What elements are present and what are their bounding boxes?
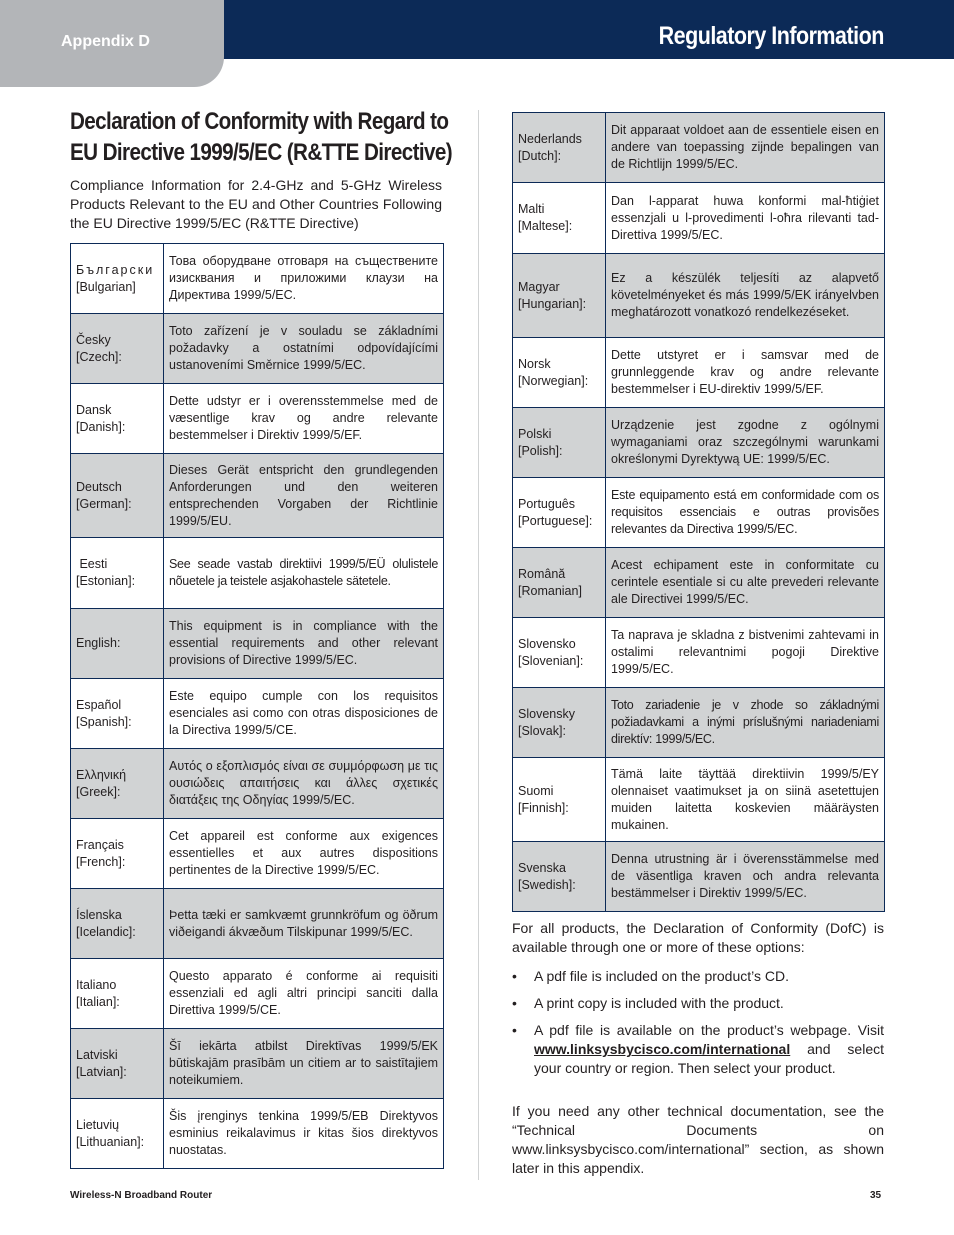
language-code: [Latvian]: bbox=[76, 1064, 127, 1079]
table-row bbox=[71, 609, 444, 679]
table-row bbox=[71, 384, 444, 454]
language-code: [Hungarian]: bbox=[518, 296, 587, 311]
declaration-text: Tämä laite täyttää direktiivin 1999/5/EY olennaiset vaatimukset ja on siinä asetettujen muiden laitetta koskevien määräysten mukainen. bbox=[606, 758, 885, 842]
bullet-icon: • bbox=[512, 995, 517, 1011]
table-row bbox=[71, 314, 444, 384]
language-code: [Danish]: bbox=[76, 419, 126, 434]
list-item bbox=[512, 994, 884, 1013]
table-row bbox=[513, 758, 885, 842]
declaration-text: Ez a készülék teljesíti az alapvető követelményeket és más 1999/5/EK irányelvben meghatározott vonatkozó rendelkezéseket. bbox=[606, 254, 885, 338]
table-row bbox=[71, 819, 444, 889]
section-heading-line-2: EU Directive 1999/5/EC (R&TTE Directive) bbox=[70, 139, 453, 166]
declaration-text: Šis įrenginys tenkina 1999/5/EB Direktyvos esminius reikalavimus ir kitas šios direktyvos nuostatas. bbox=[164, 1099, 444, 1169]
table-row bbox=[71, 1029, 444, 1099]
language-code: [Spanish]: bbox=[76, 714, 132, 729]
language-code: [Polish]: bbox=[518, 443, 563, 458]
language-code: [Finnish]: bbox=[518, 800, 569, 815]
language-name: Български bbox=[76, 262, 155, 277]
language-code: [Lithuanian]: bbox=[76, 1134, 145, 1149]
language-code: [Slovak]: bbox=[518, 723, 566, 738]
table-row bbox=[71, 959, 444, 1029]
section-heading-line-1: Declaration of Conformity with Regard to bbox=[70, 108, 449, 135]
language-name: Română bbox=[518, 566, 566, 581]
table-row bbox=[71, 679, 444, 749]
language-code: [Romanian] bbox=[518, 583, 582, 598]
language-name: Português bbox=[518, 496, 575, 511]
language-name: Polski bbox=[518, 426, 552, 441]
declaration-text: Šī iekārta atbilst Direktīvas 1999/5/EK būtiskajām prasībām un citiem ar to saistītajiem noteikumiem. bbox=[164, 1029, 444, 1099]
language-name: Svenska bbox=[518, 860, 566, 875]
list-item-text: A pdf file is available on the product’s webpage. Visit bbox=[534, 1022, 884, 1038]
table-row bbox=[513, 548, 885, 618]
table-row bbox=[513, 408, 885, 478]
language-code: [Portuguese]: bbox=[518, 513, 593, 528]
language-name: Česky bbox=[76, 332, 111, 347]
language-name: Malti bbox=[518, 202, 545, 216]
language-name: Slovensko bbox=[518, 636, 576, 651]
language-code: [Norwegian]: bbox=[518, 373, 589, 388]
declaration-text: Þetta tæki er samkvæmt grunnkröfum og öðrum viðeigandi ákvæðum Tilskipunar 1999/5/EC. bbox=[164, 889, 444, 959]
language-code: [German]: bbox=[76, 496, 132, 511]
declaration-text: Ta naprava je skladna z bistvenimi zahtevami in ostalimi relevantnimi pogoji Direktive 1999/5/EC. bbox=[606, 618, 885, 688]
table-row bbox=[71, 538, 444, 609]
intro-paragraph: Compliance Information for 2.4-GHz and 5-GHz Wireless Products Relevant to the EU and Other Countries Following the EU Directive 1999/5/EC (R&TTE Directive) bbox=[70, 177, 442, 231]
table-row bbox=[513, 254, 885, 338]
table-row bbox=[513, 842, 885, 912]
dofc-options-list bbox=[512, 967, 884, 1086]
column-divider bbox=[478, 110, 479, 1180]
table-row bbox=[71, 1099, 444, 1169]
bullet-icon: • bbox=[512, 968, 517, 984]
table-row bbox=[513, 478, 885, 548]
language-name: English: bbox=[76, 636, 121, 650]
list-item-text: A print copy is included with the product. bbox=[534, 995, 784, 1011]
language-code: [Greek]: bbox=[76, 784, 121, 799]
language-name: Français bbox=[76, 837, 124, 852]
declaration-text: Este equipamento está em conformidade com os requisitos essenciais e outras provisões relevantes da Directiva 1999/5/EC. bbox=[606, 478, 885, 548]
table-row bbox=[513, 183, 885, 254]
declaration-text: Este equipo cumple con los requisitos esenciales asi como con otras disposiciones de la Directiva 1999/5/CE. bbox=[164, 679, 444, 749]
language-code: [French]: bbox=[76, 854, 126, 869]
table-row bbox=[71, 749, 444, 819]
language-name: Latviski bbox=[76, 1047, 118, 1062]
declaration-text: Toto zařízení je v souladu se základními požadavky a ostatními odpovídajícími ustanoveními Směrnice 1999/5/EC. bbox=[164, 314, 444, 384]
declaration-text: Αυτός ο εξοπλισμός είναι σε συμμόρφωση με τις ουσιώδεις απαιτήσεις και άλλες σχετικές διατάξεις της Οδηγίας 1999/5/EC. bbox=[164, 749, 444, 819]
declaration-text: Dan l-apparat huwa konformi mal-ħtiġiet essenzjali u l-provedimenti l-oħra rilevanti tad-Direttiva 1999/5/EC. bbox=[606, 183, 885, 254]
language-code: [Maltese]: bbox=[518, 219, 573, 233]
language-name: Español bbox=[76, 697, 122, 712]
closing-paragraph: If you need any other technical documentation, see the “Technical Documents on www.linksysbycisco.com/international” section, as shown later in this appendix. bbox=[512, 1103, 884, 1176]
language-name: Dansk bbox=[76, 402, 112, 417]
dofc-paragraph: For all products, the Declaration of Conformity (DofC) is available through one or more of these options: bbox=[512, 920, 884, 955]
declaration-text: Това оборудване отговаря на съществените изисквания и приложими клаузи на Директива 1999/5/ЕС. bbox=[164, 244, 444, 314]
table-row bbox=[71, 889, 444, 959]
language-name: Italiano bbox=[76, 977, 117, 992]
language-name: Íslenska bbox=[76, 907, 122, 922]
language-code: [Slovenian]: bbox=[518, 653, 584, 668]
declaration-text: Dette udstyr er i overensstemmelse med de væsentlige krav og andre relevante bestemmelser i Direktiv 1999/5/EF. bbox=[164, 384, 444, 454]
language-code: [Italian]: bbox=[76, 994, 120, 1009]
language-name: Slovensky bbox=[518, 706, 575, 721]
table-row bbox=[513, 338, 885, 408]
language-name: Lietuvių bbox=[76, 1117, 120, 1132]
declaration-text: Acest echipament este in conformitate cu cerintele esentiale si cu alte prevederi relevante ale Directivei 1999/5/EC. bbox=[606, 548, 885, 618]
list-item-text: and select your country or region. Then select your product. bbox=[534, 1041, 884, 1076]
list-item bbox=[512, 967, 884, 986]
declaration-text: Dieses Gerät entspricht den grundlegenden Anforderungen und den weiteren entsprechenden Vorgaben der Richtlinie 1999/5/EU. bbox=[164, 454, 444, 538]
table-row bbox=[71, 244, 444, 314]
declaration-text: Urządzenie jest zgodne z ogólnymi wymaganiami oraz szczególnymi warunkami określonymi Dyrektywą UE: 1999/5/EC. bbox=[606, 408, 885, 478]
declaration-text: See seade vastab direktiivi 1999/5/EÜ olulistele nõuetele ja teistele asjakohastele sätetele. bbox=[164, 538, 444, 609]
list-item-text: A pdf file is included on the product’s CD. bbox=[534, 968, 790, 984]
declaration-table-right bbox=[512, 112, 885, 912]
declaration-text: This equipment is in compliance with the essential requirements and other relevant provisions of Directive 1999/5/EC. bbox=[164, 609, 444, 679]
page-title: Regulatory Information bbox=[658, 22, 884, 50]
section-heading bbox=[70, 106, 453, 168]
language-code: [Czech]: bbox=[76, 349, 122, 364]
table-row bbox=[513, 688, 885, 758]
list-item bbox=[512, 1021, 884, 1078]
declaration-text: Questo apparato é conforme ai requisiti essenziali ed agli altri principi sanciti dalla Direttiva 1999/5/CE. bbox=[164, 959, 444, 1029]
language-name: Norsk bbox=[518, 356, 551, 371]
declaration-text: Cet appareil est conforme aux exigences essentielles et aux autres dispositions pertinentes de la Directive 1999/5/EC. bbox=[164, 819, 444, 889]
table-row bbox=[513, 618, 885, 688]
table-row bbox=[513, 113, 885, 183]
declaration-text: Denna utrustning är i överensstämmelse med de väsentliga kraven och andra relevanta bestämmelser i Direktiv 1999/5/EC. bbox=[606, 842, 885, 912]
language-code: [Bulgarian] bbox=[76, 279, 136, 294]
language-name: Nederlands bbox=[518, 131, 582, 146]
table-row bbox=[71, 454, 444, 538]
international-link[interactable]: www.linksysbycisco.com/international bbox=[534, 1041, 791, 1057]
declaration-text: Dette utstyret er i samsvar med de grunnleggende krav og andre relevante bestemmelser i EU-direktiv 1999/5/EF. bbox=[606, 338, 885, 408]
declaration-text: Dit apparaat voldoet aan de essentiele eisen en andere van toepassing zijnde bepalingen van de Richtlijn 1999/5/EC. bbox=[606, 113, 885, 183]
language-code: [Dutch]: bbox=[518, 148, 562, 163]
language-name: Suomi bbox=[518, 783, 554, 798]
language-code: [Estonian]: bbox=[76, 574, 136, 588]
language-name: Eesti bbox=[76, 557, 108, 571]
appendix-label: Appendix D bbox=[61, 33, 150, 50]
language-code: [Icelandic]: bbox=[76, 924, 136, 939]
language-code: [Swedish]: bbox=[518, 877, 576, 892]
declaration-table-left bbox=[70, 243, 444, 1169]
footer-page-number: 35 bbox=[870, 1190, 882, 1201]
language-name: Magyar bbox=[518, 279, 560, 294]
language-name: Ελληνική bbox=[76, 767, 127, 782]
language-name: Deutsch bbox=[76, 479, 122, 494]
footer-product-name: Wireless-N Broadband Router bbox=[70, 1190, 213, 1201]
bullet-icon: • bbox=[512, 1022, 517, 1038]
declaration-text: Toto zariadenie je v zhode so základnými požiadavkami a inými príslušnými nariadeniami direktív: 1999/5/EC. bbox=[606, 688, 885, 758]
